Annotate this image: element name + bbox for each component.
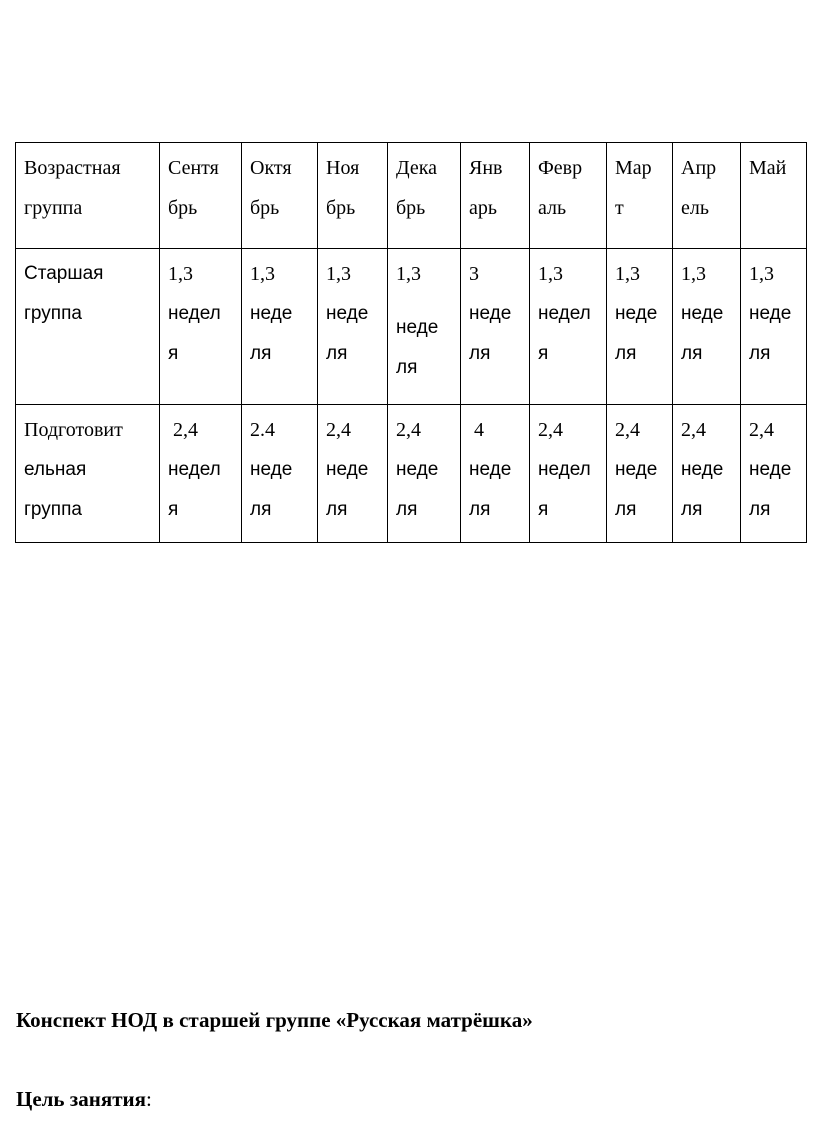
table-header-row — [16, 143, 807, 249]
table-row-senior-group — [16, 249, 807, 405]
header-cell-december: Дека брь — [388, 143, 461, 249]
table-cell: 1,3 неде ля — [388, 249, 461, 405]
table-cell: 2,4 неде ля — [673, 405, 741, 543]
lesson-title: Конспект НОД в старшей группе «Русская матрёшка» — [16, 1008, 533, 1032]
row-label-senior-group: Старшая группа — [16, 249, 160, 405]
table-cell: 1,3 неде ля — [318, 249, 388, 405]
header-cell-february: Февр аль — [530, 143, 607, 249]
row-label-preparatory-group: Подготовит ельная группа — [16, 405, 160, 543]
table-cell: 4 неде ля — [461, 405, 530, 543]
lesson-goal — [16, 1087, 152, 1112]
table-cell: 2,4 неде ля — [607, 405, 673, 543]
table-cell: 2,4 неде ля — [318, 405, 388, 543]
header-cell-september: Сентя брь — [160, 143, 242, 249]
header-cell-october: Октя брь — [242, 143, 318, 249]
goal-colon: : — [145, 1087, 152, 1111]
goal-label: Цель занятия — [16, 1087, 146, 1111]
header-cell-age-group: Возрастная группа — [16, 143, 160, 249]
table-cell: 1,3 недел я — [530, 249, 607, 405]
table-cell: 2,4 неде ля — [741, 405, 807, 543]
header-cell-april: Апр ель — [673, 143, 741, 249]
table-cell: 1,3 неде ля — [242, 249, 318, 405]
table-cell: 1,3 неде ля — [741, 249, 807, 405]
table-cell: 1,3 неде ля — [607, 249, 673, 405]
table-cell: 2,4 недел я — [160, 405, 242, 543]
table-cell: 2,4 неде ля — [388, 405, 461, 543]
header-cell-november: Ноя брь — [318, 143, 388, 249]
schedule-table — [15, 142, 807, 543]
table-cell: 3 неде ля — [461, 249, 530, 405]
table-cell: 2,4 недел я — [530, 405, 607, 543]
table-cell: 2.4 неде ля — [242, 405, 318, 543]
table-cell: 1,3 недел я — [160, 249, 242, 405]
header-cell-january: Янв арь — [461, 143, 530, 249]
table-cell: 1,3 неде ля — [673, 249, 741, 405]
header-cell-may: Май — [741, 143, 807, 249]
table-row-preparatory-group — [16, 405, 807, 543]
header-cell-march: Мар т — [607, 143, 673, 249]
